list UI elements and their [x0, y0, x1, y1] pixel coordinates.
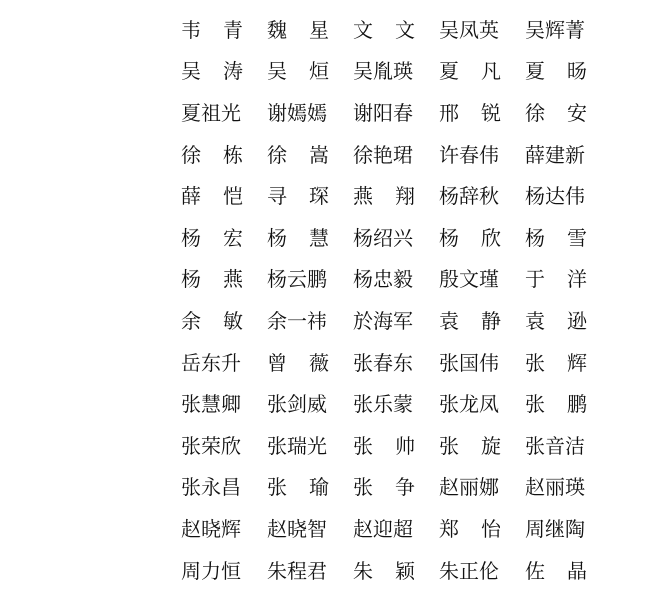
name-text: 谢阳春	[353, 100, 413, 125]
name-entry	[439, 142, 525, 167]
name-entry	[439, 350, 525, 375]
name-text: 燕 翔	[353, 184, 415, 209]
name-text: 杨达伟	[525, 184, 585, 209]
name-text: 张荣欣	[181, 433, 241, 458]
name-text: 杨云鹏	[267, 267, 327, 292]
name-text: 薛 恺	[181, 184, 243, 209]
name-entry	[439, 100, 525, 125]
name-text: 夏 旸	[525, 59, 587, 84]
name-text: 徐艳珺	[353, 142, 413, 167]
name-text: 张音洁	[525, 433, 585, 458]
name-text: 张慧卿	[181, 392, 241, 417]
name-text: 杨绍兴	[353, 225, 413, 250]
name-text: 寻 琛	[267, 184, 329, 209]
name-entry	[525, 392, 611, 417]
name-text: 张龙凤	[439, 392, 499, 417]
name-entry	[525, 142, 611, 167]
name-entry	[353, 100, 439, 125]
name-entry	[525, 100, 611, 125]
name-entry	[525, 433, 611, 458]
name-entry	[181, 184, 267, 209]
name-entry	[181, 17, 267, 42]
name-text: 朱正伦	[439, 558, 499, 583]
name-text: 朱 颖	[353, 558, 415, 583]
name-text: 薛建新	[525, 142, 585, 167]
name-entry	[353, 184, 439, 209]
name-entry	[525, 17, 611, 42]
name-text: 张 旋	[439, 433, 501, 458]
name-text: 袁 逊	[525, 308, 587, 333]
name-text: 吴凤英	[439, 17, 499, 42]
name-entry	[181, 433, 267, 458]
name-entry	[439, 308, 525, 333]
name-text: 余一祎	[267, 308, 327, 333]
name-entry	[267, 267, 353, 292]
name-entry	[267, 308, 353, 333]
name-entry	[181, 142, 267, 167]
name-entry	[181, 59, 267, 84]
name-text: 赵晓辉	[181, 516, 241, 541]
name-text: 杨 燕	[181, 267, 243, 292]
name-text: 曾 薇	[267, 350, 329, 375]
name-text: 张乐蒙	[353, 392, 413, 417]
name-entry	[181, 267, 267, 292]
name-text: 杨忠毅	[353, 267, 413, 292]
name-entry	[525, 59, 611, 84]
name-entry	[353, 225, 439, 250]
name-entry	[181, 475, 267, 500]
name-text: 徐 栋	[181, 142, 243, 167]
name-text: 夏 凡	[439, 59, 501, 84]
name-text: 张 帅	[353, 433, 415, 458]
name-entry	[267, 17, 353, 42]
name-text: 周继陶	[525, 516, 585, 541]
name-text: 周力恒	[181, 558, 241, 583]
name-entry	[267, 516, 353, 541]
name-text: 韦 青	[181, 17, 243, 42]
name-entry	[439, 225, 525, 250]
name-entry	[439, 392, 525, 417]
name-entry	[353, 267, 439, 292]
name-text: 张瑞光	[267, 433, 327, 458]
name-text: 张 辉	[525, 350, 587, 375]
name-entry	[353, 308, 439, 333]
name-entry	[525, 558, 611, 583]
name-entry	[267, 225, 353, 250]
name-text: 张国伟	[439, 350, 499, 375]
name-text: 郑 怡	[439, 516, 501, 541]
name-text: 徐 安	[525, 100, 587, 125]
name-text: 吴 涛	[181, 59, 243, 84]
name-text: 许春伟	[439, 142, 499, 167]
name-entry	[439, 267, 525, 292]
name-entry	[525, 225, 611, 250]
name-entry	[439, 475, 525, 500]
name-entry	[353, 350, 439, 375]
name-entry	[439, 516, 525, 541]
name-entry	[181, 308, 267, 333]
name-entry	[181, 516, 267, 541]
name-text: 张 鹏	[525, 392, 587, 417]
name-entry	[267, 184, 353, 209]
name-entry	[525, 475, 611, 500]
name-entry	[439, 59, 525, 84]
name-text: 张春东	[353, 350, 413, 375]
name-list	[181, 9, 591, 591]
name-text: 於海军	[353, 308, 413, 333]
name-text: 张 瑜	[267, 475, 329, 500]
name-text: 殷文瑾	[439, 267, 499, 292]
name-text: 杨辞秋	[439, 184, 499, 209]
name-text: 杨 慧	[267, 225, 329, 250]
name-entry	[267, 392, 353, 417]
name-entry	[181, 392, 267, 417]
name-entry	[353, 516, 439, 541]
name-text: 张永昌	[181, 475, 241, 500]
name-text: 杨 雪	[525, 225, 587, 250]
name-entry	[267, 59, 353, 84]
name-entry	[267, 142, 353, 167]
name-text: 张 争	[353, 475, 415, 500]
name-text: 赵晓智	[267, 516, 327, 541]
name-text: 邢 锐	[439, 100, 501, 125]
name-entry	[525, 350, 611, 375]
name-entry	[353, 142, 439, 167]
name-text: 赵丽瑛	[525, 475, 585, 500]
name-entry	[267, 350, 353, 375]
name-entry	[353, 392, 439, 417]
name-entry	[353, 475, 439, 500]
name-entry	[181, 558, 267, 583]
name-text: 谢嫣嫣	[267, 100, 327, 125]
name-text: 朱程君	[267, 558, 327, 583]
name-entry	[353, 59, 439, 84]
name-text: 于 洋	[525, 267, 587, 292]
name-text: 赵迎超	[353, 516, 413, 541]
name-entry	[267, 475, 353, 500]
name-text: 吴胤瑛	[353, 59, 413, 84]
name-text: 岳东升	[181, 350, 241, 375]
name-entry	[267, 100, 353, 125]
name-text: 张剑威	[267, 392, 327, 417]
name-entry	[525, 308, 611, 333]
name-entry	[267, 558, 353, 583]
name-text: 魏 星	[267, 17, 329, 42]
name-entry	[525, 267, 611, 292]
name-text: 杨 欣	[439, 225, 501, 250]
name-entry	[353, 433, 439, 458]
name-entry	[439, 433, 525, 458]
name-entry	[181, 350, 267, 375]
name-text: 徐 嵩	[267, 142, 329, 167]
name-text: 赵丽娜	[439, 475, 499, 500]
name-text: 吴辉菁	[525, 17, 585, 42]
name-text: 佐 晶	[525, 558, 587, 583]
name-text: 袁 静	[439, 308, 501, 333]
name-entry	[181, 225, 267, 250]
name-entry	[353, 17, 439, 42]
name-entry	[439, 558, 525, 583]
name-text: 吴 烜	[267, 59, 329, 84]
name-text: 夏祖光	[181, 100, 241, 125]
name-entry	[525, 184, 611, 209]
name-text: 杨 宏	[181, 225, 243, 250]
name-entry	[439, 17, 525, 42]
name-entry	[525, 516, 611, 541]
name-entry	[267, 433, 353, 458]
name-text: 文 文	[353, 17, 415, 42]
name-text: 余 敏	[181, 308, 243, 333]
name-entry	[439, 184, 525, 209]
name-entry	[181, 100, 267, 125]
name-entry	[353, 558, 439, 583]
